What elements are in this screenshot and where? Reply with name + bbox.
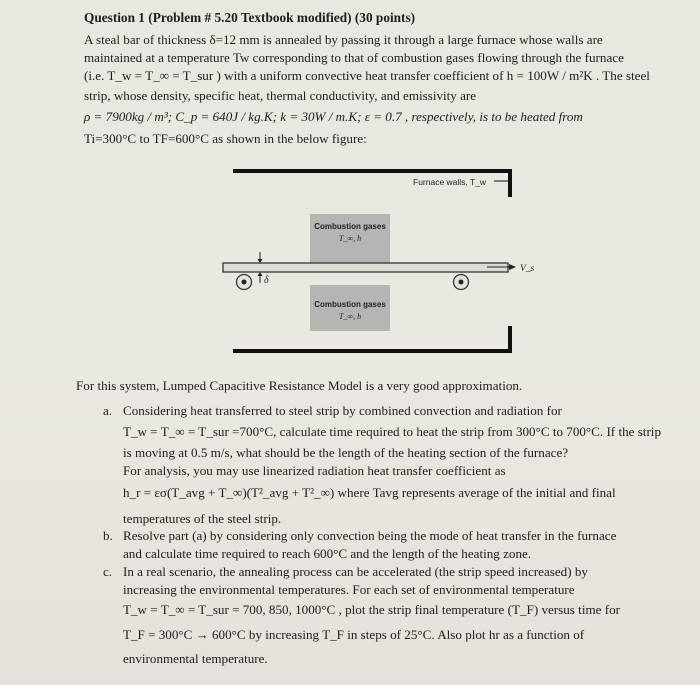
part-c-line-1: In a real scenario, the annealing process can be accelerated (the strip speed increased) by — [123, 564, 588, 579]
intro-line-2: maintained at a temperature Tw corresponding to that of combustion gases flowing through the furnace — [84, 50, 624, 65]
part-b-line-2: and calculate time required to reach 600°C and the length of the heating zone. — [123, 546, 532, 561]
part-a-line-3: is moving at 0.5 m/s, what should be the length of the heating section of the furnace? — [123, 445, 569, 460]
gas-bottom-props: T_∞, h — [338, 312, 362, 321]
part-a-line-5: h_r = εσ(T_avg + T_∞)(T²_avg + T²_∞) where Tavg represents average of the initial and final — [123, 485, 616, 500]
part-a-line-2: T_w = T_∞ = T_sur =700°C, calculate time required to heat the strip from 300°C to 700°C. If the strip — [123, 424, 661, 439]
part-c-line-5: environmental temperature. — [123, 651, 268, 666]
intro-line-6: Ti=300°C to TF=600°C as shown in the below figure: — [84, 131, 367, 146]
intro-line-1: A steal bar of thickness δ=12 mm is annealed by passing it through a large furnace whose walls are — [84, 32, 603, 47]
question-title: Question 1 (Problem # 5.20 Textbook modified) (30 points) — [84, 10, 416, 25]
delta-label: δ — [264, 275, 269, 286]
part-a-line-1: Considering heat transferred to steel strip by combined convection and radiation for — [123, 403, 562, 418]
model-statement: For this system, Lumped Capacitive Resistance Model is a very good approximation. — [76, 378, 523, 393]
gas-top-props: T_∞, h — [338, 234, 362, 243]
part-c-line-4: T_F = 300°C → 600°C by increasing T_F in steps of 25°C. Also plot hr as a function of — [123, 627, 585, 642]
part-b-line-1: Resolve part (a) by considering only convection being the mode of heat transfer in the furnace — [123, 528, 617, 543]
furnace-label: Furnace walls, T_w — [413, 177, 487, 187]
intro-line-4: strip, whose density, specific heat, thermal conductivity, and emissivity are — [84, 88, 477, 103]
gas-bottom-label: Combustion gases — [314, 300, 386, 309]
part-c-line-3: T_w = T_∞ = T_sur = 700, 850, 1000°C , plot the strip final temperature (T_F) versus time for — [123, 602, 620, 617]
roller-right-hub — [459, 280, 464, 285]
roller-left-hub — [242, 280, 247, 285]
part-a-line-6: temperatures of the steel strip. — [123, 511, 282, 526]
part-b-label: b. — [103, 528, 113, 543]
part-c-line-2: increasing the environmental temperatures. For each set of environmental temperature — [123, 582, 575, 597]
intro-line-5: ρ = 7900kg / m³; C_p = 640J / kg.K; k = 30W / m.K; ε = 0.7 , respectively, is to be heated from — [84, 109, 583, 124]
gas-top-label: Combustion gases — [314, 222, 386, 231]
velocity-arrowhead — [509, 264, 516, 270]
part-c-label: c. — [103, 564, 113, 579]
steel-strip — [223, 263, 508, 272]
part-a-label: a. — [103, 403, 113, 418]
intro-line-3: (i.e. T_w = T_∞ = T_sur ) with a uniform convective heat transfer coefficient of h = 100W / m²K . The steel — [84, 68, 650, 83]
velocity-label: V_s — [520, 264, 535, 274]
part-a-line-4: For analysis, you may use linearized radiation heat transfer coefficient as — [123, 463, 506, 478]
